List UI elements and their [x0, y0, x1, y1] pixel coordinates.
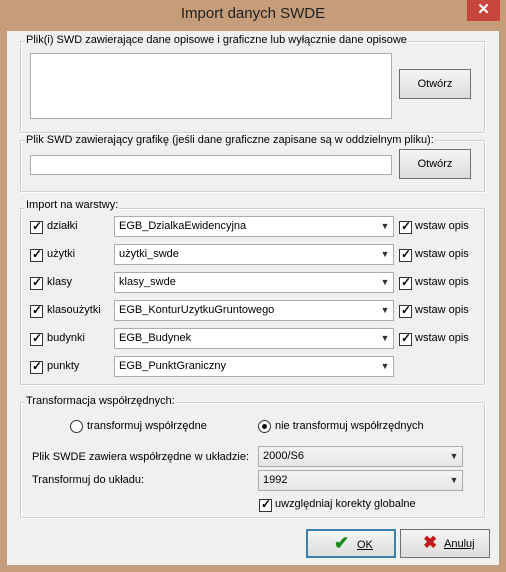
- chevron-down-icon: ▼: [449, 475, 459, 485]
- budynki-checkbox[interactable]: ✓: [32, 331, 43, 345]
- chevron-down-icon: ▼: [449, 451, 459, 461]
- punkty-checkbox[interactable]: ✓: [32, 359, 43, 373]
- ok-button[interactable]: [306, 529, 396, 558]
- budynki-label: budynki: [47, 332, 85, 344]
- target-system-label: Transformuj do układu:: [32, 474, 145, 486]
- open-swd-button[interactable]: Otwórz: [399, 69, 471, 99]
- open-graphics-button[interactable]: Otwórz: [399, 149, 471, 179]
- uzytki-opis-label: wstaw opis: [415, 248, 469, 260]
- dzialki-label: działki: [47, 220, 78, 232]
- swd-files-legend: Plik(i) SWD zawierające dane opisowe i graficzne lub wyłącznie dane opisowe: [26, 34, 407, 46]
- checkmark-icon: ✔: [334, 533, 350, 553]
- uzytki-checkbox[interactable]: ✓: [32, 247, 43, 261]
- source-system-label: Plik SWDE zawiera współrzędne w układzie:: [32, 451, 250, 463]
- cancel-button[interactable]: [400, 529, 490, 558]
- graphics-file-input[interactable]: [30, 155, 392, 175]
- chevron-down-icon: ▼: [380, 221, 390, 231]
- klasouzytki-opis-checkbox[interactable]: ✓: [401, 303, 412, 317]
- punkty-layer-select[interactable]: [114, 356, 394, 377]
- klasouzytki-label: klasoużytki: [47, 304, 101, 316]
- klasouzytki-checkbox[interactable]: ✓: [32, 303, 43, 317]
- no-transform-radio-label: nie transformuj współrzędnych: [275, 420, 424, 432]
- dzialki-layer-select[interactable]: [114, 216, 394, 237]
- chevron-down-icon: ▼: [380, 305, 390, 315]
- klasouzytki-opis-label: wstaw opis: [415, 304, 469, 316]
- ok-label: OK: [357, 539, 373, 551]
- window-title: Import danych SWDE: [180, 5, 326, 22]
- klasy-layer-select[interactable]: [114, 272, 394, 293]
- dzialki-opis-label: wstaw opis: [415, 220, 469, 232]
- dzialki-checkbox[interactable]: ✓: [32, 219, 43, 233]
- klasouzytki-layer-value: EGB_KonturUzytkuGruntowego: [119, 304, 275, 316]
- budynki-layer-value: EGB_Budynek: [119, 332, 192, 344]
- no-transform-radio[interactable]: [258, 420, 271, 433]
- global-correction-label: uwzględniaj korekty globalne: [275, 498, 416, 510]
- layers-legend: Import na warstwy:: [26, 199, 119, 211]
- punkty-label: punkty: [47, 360, 80, 372]
- transform-radio[interactable]: [70, 420, 83, 433]
- chevron-down-icon: ▼: [380, 277, 390, 287]
- uzytki-label: użytki: [47, 248, 76, 260]
- klasy-opis-checkbox[interactable]: ✓: [401, 275, 412, 289]
- source-system-value: 2000/S6: [263, 450, 304, 462]
- transform-radio-label: transformuj współrzędne: [87, 420, 207, 432]
- chevron-down-icon: ▼: [380, 333, 390, 343]
- source-system-select[interactable]: [258, 446, 463, 467]
- dzialki-opis-checkbox[interactable]: ✓: [401, 219, 412, 233]
- target-system-select[interactable]: [258, 470, 463, 491]
- klasy-checkbox[interactable]: ✓: [32, 275, 43, 289]
- punkty-layer-value: EGB_PunktGraniczny: [119, 360, 226, 372]
- klasy-layer-value: klasy_swde: [119, 276, 176, 288]
- transform-legend: Transformacja współrzędnych:: [26, 395, 175, 407]
- cross-icon: ✖: [423, 533, 438, 552]
- budynki-opis-checkbox[interactable]: ✓: [401, 331, 412, 345]
- uzytki-layer-select[interactable]: [114, 244, 394, 265]
- klasouzytki-layer-select[interactable]: [114, 300, 394, 321]
- uzytki-layer-value: użytki_swde: [119, 248, 179, 260]
- chevron-down-icon: ▼: [380, 361, 390, 371]
- target-system-value: 1992: [263, 474, 288, 486]
- chevron-down-icon: ▼: [380, 249, 390, 259]
- uzytki-opis-checkbox[interactable]: ✓: [401, 247, 412, 261]
- budynki-layer-select[interactable]: [114, 328, 394, 349]
- budynki-opis-label: wstaw opis: [415, 332, 469, 344]
- klasy-opis-label: wstaw opis: [415, 276, 469, 288]
- close-button[interactable]: ✕: [467, 0, 500, 21]
- swd-files-list[interactable]: [30, 53, 392, 119]
- dzialki-layer-value: EGB_DzialkaEwidencyjna: [119, 220, 247, 232]
- dialog-body: [7, 31, 499, 565]
- graphics-file-legend: Plik SWD zawierający grafikę (jeśli dane graficzne zapisane są w oddzielnym pliku):: [26, 134, 434, 146]
- cancel-label: Anuluj: [444, 538, 475, 550]
- global-correction-checkbox[interactable]: ✓: [261, 497, 272, 511]
- klasy-label: klasy: [47, 276, 73, 288]
